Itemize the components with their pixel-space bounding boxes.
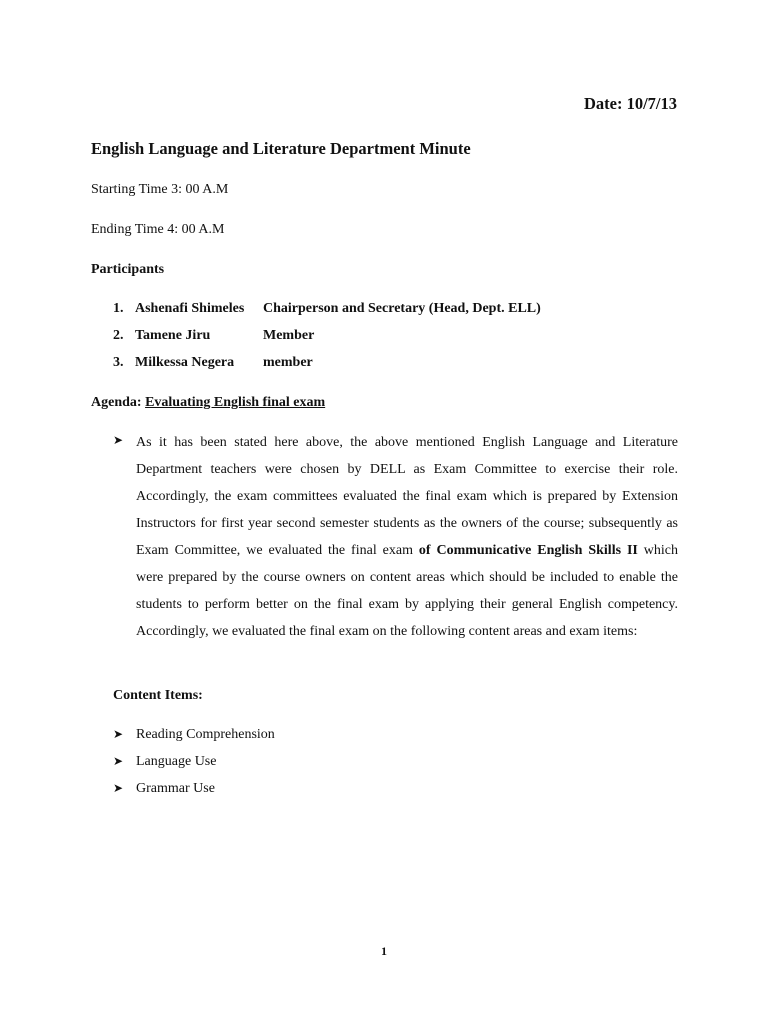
content-items-list [113,727,275,808]
participant-item [113,301,541,328]
paragraph-text [136,429,678,645]
participant-number: 2. [113,328,124,343]
document-date: Date: 10/7/13 [583,94,677,113]
paragraph-part-2: which were prepared by the course owners on content areas which should be included to enable the students to perform better on the final exam by applying their general English competency. Accordingly, we evaluated the final exam on the following content areas and exam items: [136,543,678,639]
participant-number: 1. [113,301,124,316]
content-items-heading: Content Items: [113,688,203,703]
content-item-label: Language Use [136,754,217,769]
participant-item [113,355,541,382]
agenda-label: Agenda: [91,395,142,410]
agenda-bullet-paragraph [113,433,678,645]
participant-name: Tamene Jiru [135,328,211,343]
participants-list [113,301,541,382]
arrow-bullet-icon: ➤ [113,781,124,795]
participant-role: Member [263,328,315,343]
participant-item [113,328,541,355]
arrow-bullet-icon: ➤ [113,727,124,741]
participant-number: 3. [113,355,124,370]
content-item-label: Grammar Use [136,781,215,796]
content-item-label: Reading Comprehension [136,727,275,742]
agenda-text: Evaluating English final exam [145,395,326,410]
content-item [113,781,275,808]
arrow-bullet-icon: ➤ [113,433,124,447]
document-title: English Language and Literature Department Minute [91,139,471,158]
agenda-line [91,395,325,411]
paragraph-course-name: of Communicative English Skills II [418,543,638,558]
page-number: 1 [381,944,387,958]
participant-role: member [263,355,313,370]
participant-name: Milkessa Negera [135,355,235,370]
content-item [113,754,275,781]
participant-name: Ashenafi Shimeles [135,301,245,316]
paragraph-part-1: As it has been stated here above, the above mentioned English Language and Literature Department teachers were chosen by DELL as Exam Committee to exercise their role. Accordingly, the exam committees evaluated the final exam which is prepared by Extension Instructors for first year second semester students as the owners of the course; subsequently as Exam Committee, we evaluated the final exam [136,435,678,558]
participants-heading: Participants [91,262,165,277]
participant-role: Chairperson and Secretary (Head, Dept. ELL) [263,301,541,316]
ending-time: Ending Time 4: 00 A.M [91,222,225,237]
starting-time: Starting Time 3: 00 A.M [91,182,229,197]
content-item [113,727,275,754]
arrow-bullet-icon: ➤ [113,754,124,768]
